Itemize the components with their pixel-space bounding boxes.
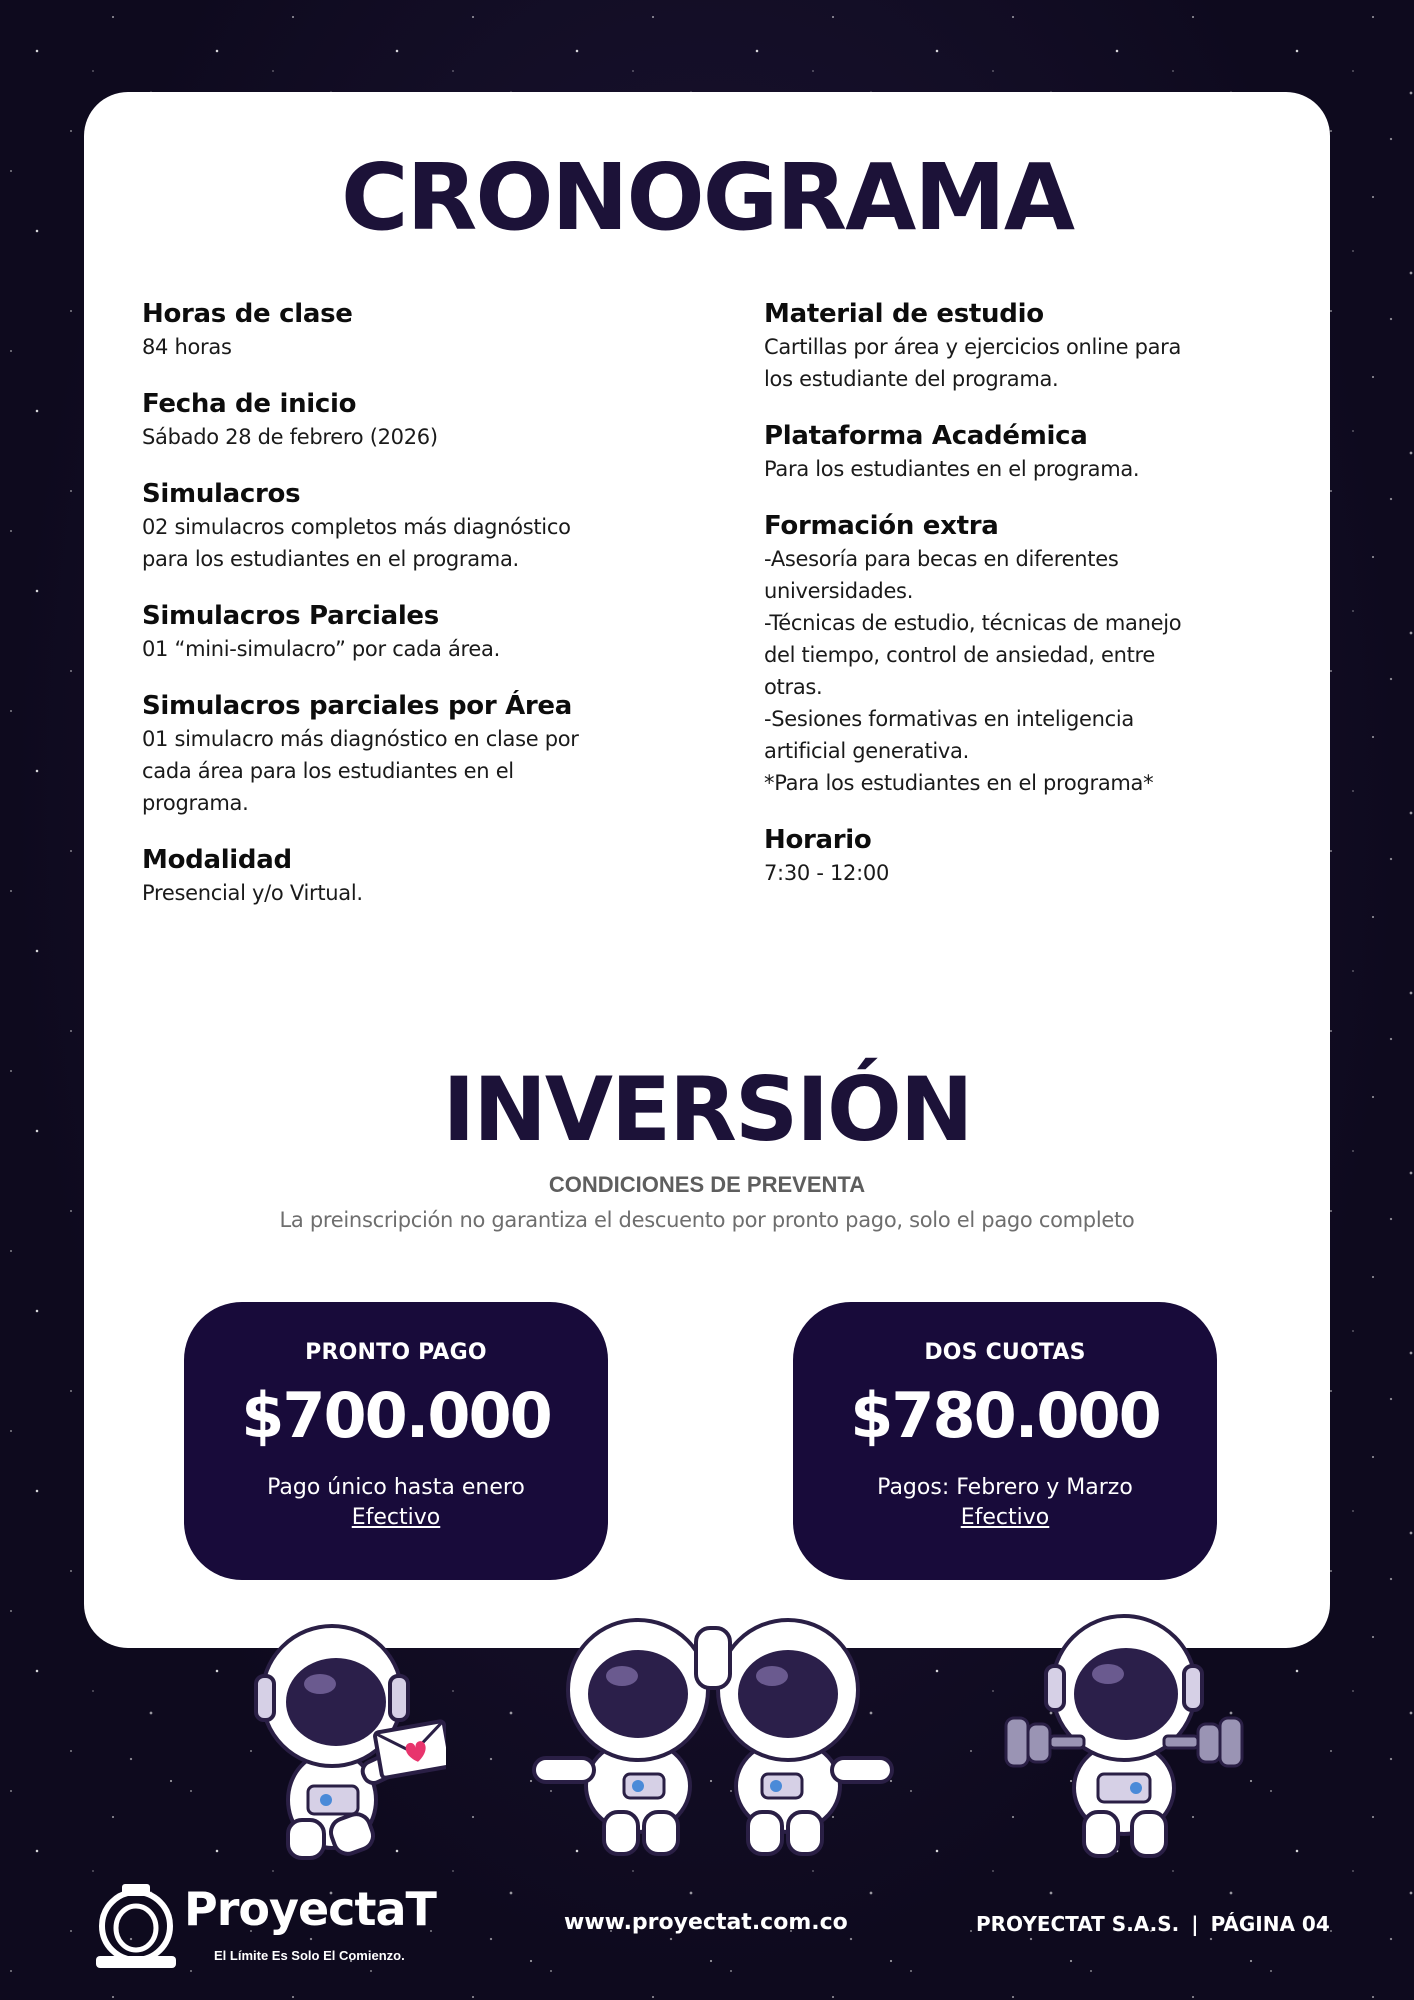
- content-card: [84, 92, 1330, 1648]
- schedule-item: [142, 387, 682, 453]
- item-title: Horario: [764, 825, 872, 855]
- schedule-item: [764, 509, 1304, 799]
- plan-label: PRONTO PAGO: [305, 1340, 487, 1365]
- cronograma-title: CRONOGRAMA: [340, 144, 1074, 251]
- item-text: 02 simulacros completos más diagnóstico para los estudiantes en el programa.: [142, 515, 571, 571]
- item-title: Fecha de inicio: [142, 389, 357, 419]
- company-name: PROYECTAT S.A.S.: [976, 1912, 1180, 1936]
- preventa-note: La preinscripción no garantiza el descuento por pronto pago, solo el pago completo: [279, 1208, 1135, 1232]
- item-text: 7:30 - 12:00: [764, 861, 890, 885]
- item-title: Horas de clase: [142, 299, 353, 329]
- brand-name: ProyectaT: [184, 1882, 436, 1936]
- schedule-item: [142, 599, 682, 665]
- item-title: Material de estudio: [764, 299, 1044, 329]
- footer-separator: |: [1191, 1912, 1199, 1936]
- plan-payment-method-link[interactable]: Efectivo: [351, 1505, 441, 1530]
- item-title: Plataforma Académica: [764, 421, 1088, 451]
- schedule-item: [142, 689, 682, 819]
- item-text: 01 simulacro más diagnóstico en clase por cada área para los estudiantes en el programa.: [142, 727, 579, 815]
- astronaut-with-letter-icon: [236, 1610, 446, 1860]
- plan-price: $780.000: [850, 1379, 1160, 1452]
- plan-description: Pagos: Febrero y Marzo: [877, 1475, 1133, 1500]
- schedule-item: [142, 477, 682, 575]
- item-text: -Asesoría para becas en diferentes universidades. -Técnicas de estudio, técnicas de manejo del tiempo, control de ansiedad, entre otras. -Sesiones formativas en inteligencia artificial generativa. *Para los estudiantes en el programa*: [764, 547, 1182, 795]
- brand-tagline: El Límite Es Solo El Comienzo.: [214, 1948, 405, 1963]
- item-text: Cartillas por área y ejercicios online para los estudiante del programa.: [764, 335, 1182, 391]
- schedule-item: [142, 297, 682, 363]
- item-text: 84 horas: [142, 335, 232, 359]
- astronaut-with-dumbbells-icon: [1004, 1606, 1244, 1862]
- schedule-item: [764, 297, 1304, 395]
- item-title: Simulacros: [142, 479, 301, 509]
- company-page-info: [976, 1912, 1330, 1936]
- item-title: Simulacros Parciales: [142, 601, 439, 631]
- preventa-subtitle: CONDICIONES DE PREVENTA: [548, 1172, 866, 1197]
- schedule-item: [142, 843, 682, 909]
- item-text: Para los estudiantes en el programa.: [764, 457, 1140, 481]
- proyectat-astronaut-logo-icon: [86, 1882, 196, 1972]
- plan-payment-method-link[interactable]: Efectivo: [960, 1505, 1050, 1530]
- price-card-pronto-pago: [184, 1302, 608, 1580]
- inversion-title: INVERSIÓN: [442, 1058, 972, 1161]
- plan-label: DOS CUOTAS: [924, 1340, 1086, 1365]
- page-number: PÁGINA 04: [1210, 1912, 1330, 1936]
- item-text: Sábado 28 de febrero (2026): [142, 425, 438, 449]
- item-title: Formación extra: [764, 511, 999, 541]
- astronauts-high-five-icon: [528, 1608, 898, 1858]
- schedule-item: [764, 419, 1304, 485]
- cronograma-left-column: [142, 297, 682, 933]
- price-card-dos-cuotas: [793, 1302, 1217, 1580]
- item-title: Modalidad: [142, 845, 292, 875]
- schedule-item: [764, 823, 1304, 889]
- item-text: 01 “mini-simulacro” por cada área.: [142, 637, 500, 661]
- item-text: Presencial y/o Virtual.: [142, 881, 363, 905]
- plan-price: $700.000: [241, 1379, 551, 1452]
- plan-description: Pago único hasta enero: [267, 1475, 525, 1500]
- cronograma-right-column: [764, 297, 1304, 913]
- website-link[interactable]: www.proyectat.com.co: [564, 1910, 848, 1935]
- item-title: Simulacros parciales por Área: [142, 691, 573, 721]
